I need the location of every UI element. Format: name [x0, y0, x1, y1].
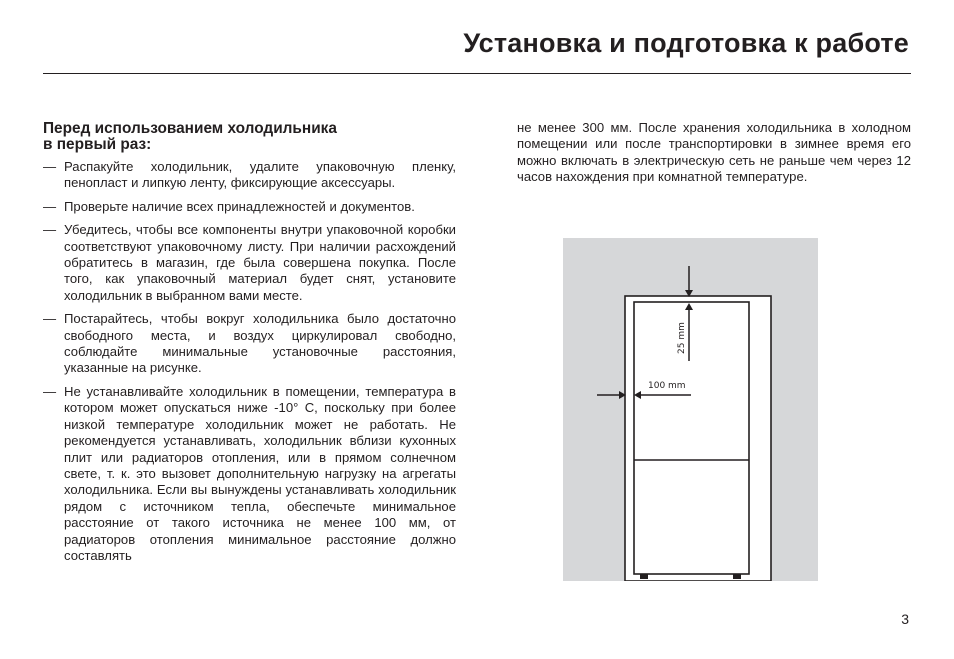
title-divider [43, 73, 911, 74]
refrigerator-body [634, 302, 749, 574]
section-heading-line-1: Перед использованием холодильника [43, 120, 337, 137]
refrigerator-foot-right [733, 574, 741, 579]
side-clearance-label: 100 mm [648, 381, 686, 391]
list-item [43, 384, 456, 564]
list-item [43, 222, 456, 304]
refrigerator-foot-left [640, 574, 648, 579]
page-title: Установка и подготовка к работе [463, 28, 909, 58]
dash-bullet: — [43, 159, 57, 174]
clearance-diagram [563, 238, 818, 581]
list-item [43, 159, 456, 192]
top-clearance-label: 25 mm [677, 322, 687, 354]
left-column [43, 121, 456, 571]
list-item-text: Убедитесь, чтобы все компоненты внутри упаковочной коробки соответствуют упаковочному листу. При наличии расхождений обратитесь в магазин, где была совершена покупка. После того, как упаковочный материал будет снят, установите холодильник в выбранном вами месте. [64, 222, 456, 303]
dash-bullet: — [43, 222, 57, 238]
dash-bullet: — [43, 198, 57, 214]
dash-bullet: — [43, 311, 57, 327]
list-item [43, 199, 456, 215]
list-item-text: Постарайтесь, чтобы вокруг холодильника было достаточно свободного места, и воздух циркулировал свободно, соблюдайте минимальные установочные расстояния, указанные на рисунке. [64, 311, 456, 376]
dash-bullet: — [43, 383, 57, 399]
page-number: 3 [901, 611, 909, 627]
list-item-text: Распакуйте холодильник, удалите упаковочную пленку, пенопласт и липкую ленту, фиксирующие аксессуары. [64, 159, 456, 191]
section-heading-line-2: в первый раз: [43, 136, 152, 153]
section-heading [43, 121, 456, 153]
instruction-list [43, 159, 456, 564]
clearance-figure [563, 238, 818, 581]
list-item-text: Проверьте наличие всех принадлежностей и документов. [64, 198, 415, 214]
right-column-text: не менее 300 мм. После хранения холодильника в холодном помещении или после транспортировки в зимнее время его можно включать в электрическую сеть не раньше чем через 12 часов нахождения при комнатной температуре. [517, 120, 911, 185]
list-item [43, 311, 456, 377]
list-item-text: Не устанавливайте холодильник в помещении, температура в котором может опускаться ниже -10° С, поскольку при более низкой температуре холодильник может не работать. Не рекомендуется устанавливать, холодильник вблизи кухонных плит или радиаторов отопления, или в прямом солнечном свете, т. к. это вызовет дополнительную нагрузку на агрегаты холодильника. Если вы вынуждены устанавливать холодильник рядом с источником тепла, обеспечьте минимальное расстояние от такого источника не менее 100 мм, от радиаторов отопления минимальное расстояние должно составлять [64, 383, 456, 563]
